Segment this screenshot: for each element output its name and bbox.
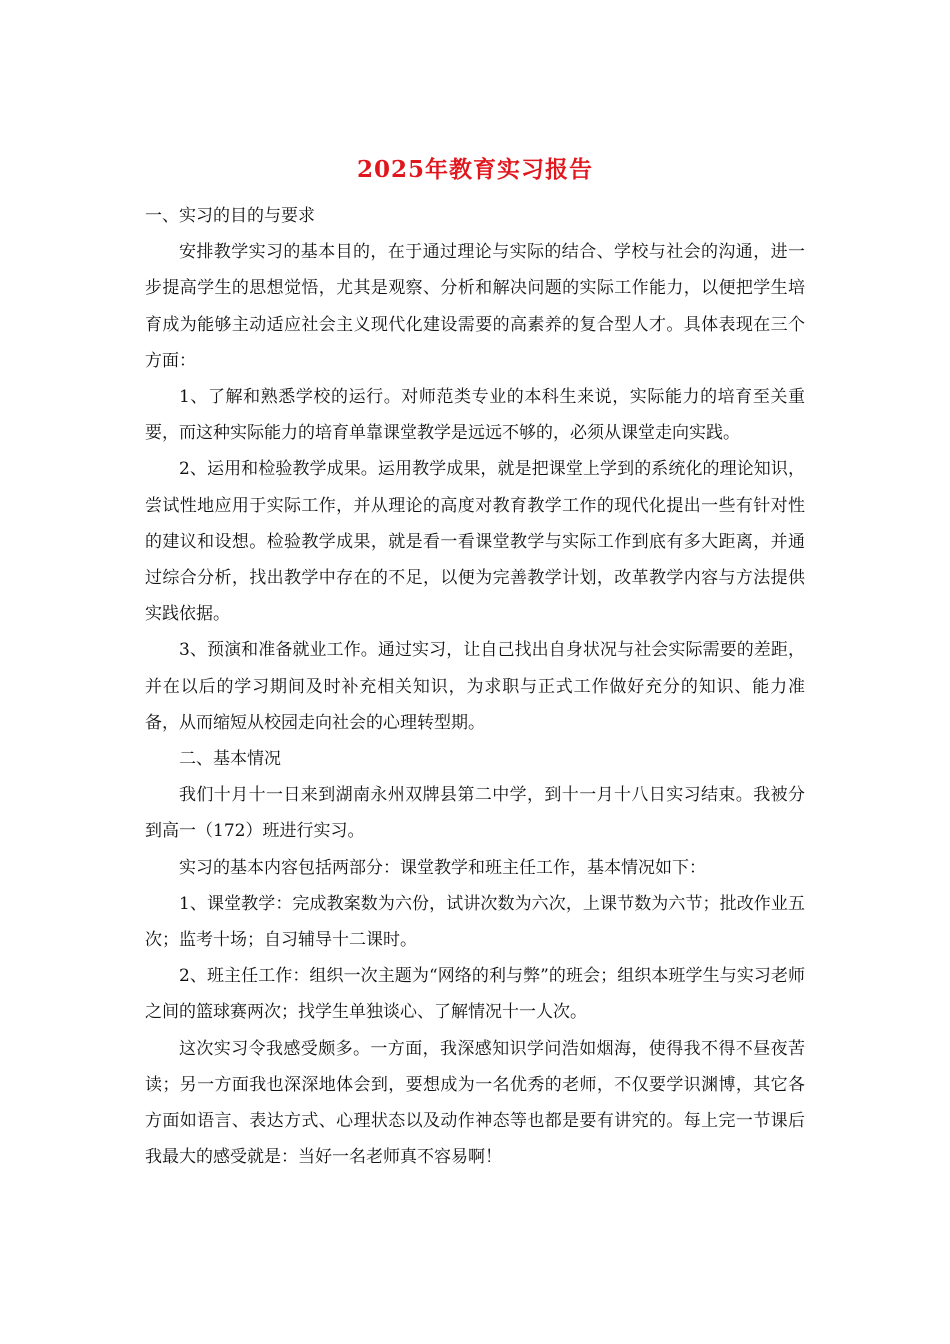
paragraph-point-1: 1、了解和熟悉学校的运行。对师范类专业的本科生来说，实际能力的培育至关重要，而这种实际能力的培育单靠课堂教学是远远不够的，必须从课堂走向实践。 bbox=[145, 387, 805, 444]
section-heading-purpose: 一、实习的目的与要求 bbox=[145, 206, 315, 226]
document-title: 2025年教育实习报告 bbox=[356, 156, 593, 183]
paragraph-teaching: 1、课堂教学：完成教案数为六份，试讲次数为六次，上课节数为六节；批改作业五次；监考十场；自习辅导十二课时。 bbox=[145, 893, 805, 951]
section-heading-basics: 二、基本情况 bbox=[179, 749, 281, 770]
paragraph-intro: 安排教学实习的基本目的，在于通过理论与实际的结合、学校与社会的沟通，进一步提高学生的思想觉悟，尤其是观察、分析和解决问题的实际工作能力，以便把学生培育成为能够主动适应社会主义现代化建设需要的高素养的复合型人才。具体表现在三个方面： bbox=[145, 242, 805, 371]
paragraph-reflection: 这次实习令我感受颇多。一方面，我深感知识学问浩如烟海，使得我不得不昼夜苦读；另一方面我也深深地体会到，要想成为一名优秀的老师，不仅要学识渊博，其它各方面如语言、表达方式、心理状态以及动作神态等也都是要有讲究的。每上完一节课后我最大的感受就是：当好一名老师真不容易啊！ bbox=[145, 1038, 805, 1168]
paragraph-content: 实习的基本内容包括两部分：课堂教学和班主任工作，基本情况如下： bbox=[179, 857, 706, 878]
paragraph-class-teacher: 2、班主任工作：组织一次主题为“网络的利与弊”的班会；组织本班学生与实习老师之间的篮球赛两次；找学生单独谈心、了解情况十一人次。 bbox=[145, 966, 805, 1023]
paragraph-point-3: 3、预演和准备就业工作。通过实习，让自己找出自身状况与社会实际需要的差距，并在以后的学习期间及时补充相关知识，为求职与正式工作做好充分的知识、能力准备，从而缩短从校园走向社会的心理转型期。 bbox=[145, 640, 805, 733]
paragraph-point-2: 2、运用和检验教学成果。运用教学成果，就是把课堂上学到的系统化的理论知识，尝试性地应用于实际工作，并从理论的高度对教育教学工作的现代化提出一些有针对性的建议和设想。检验教学成果，就是看一看课堂教学与实际工作到底有多大距离，并通过综合分析，找出教学中存在的不足，以便为完善教学计划，改革教学内容与方法提供实践依据。 bbox=[145, 459, 805, 625]
document-page bbox=[145, 152, 805, 1175]
paragraph-arrival: 我们十月十一日来到湖南永州双牌县第二中学，到十一月十八日实习结束。我被分到高一（172）班进行实习。 bbox=[145, 785, 805, 842]
